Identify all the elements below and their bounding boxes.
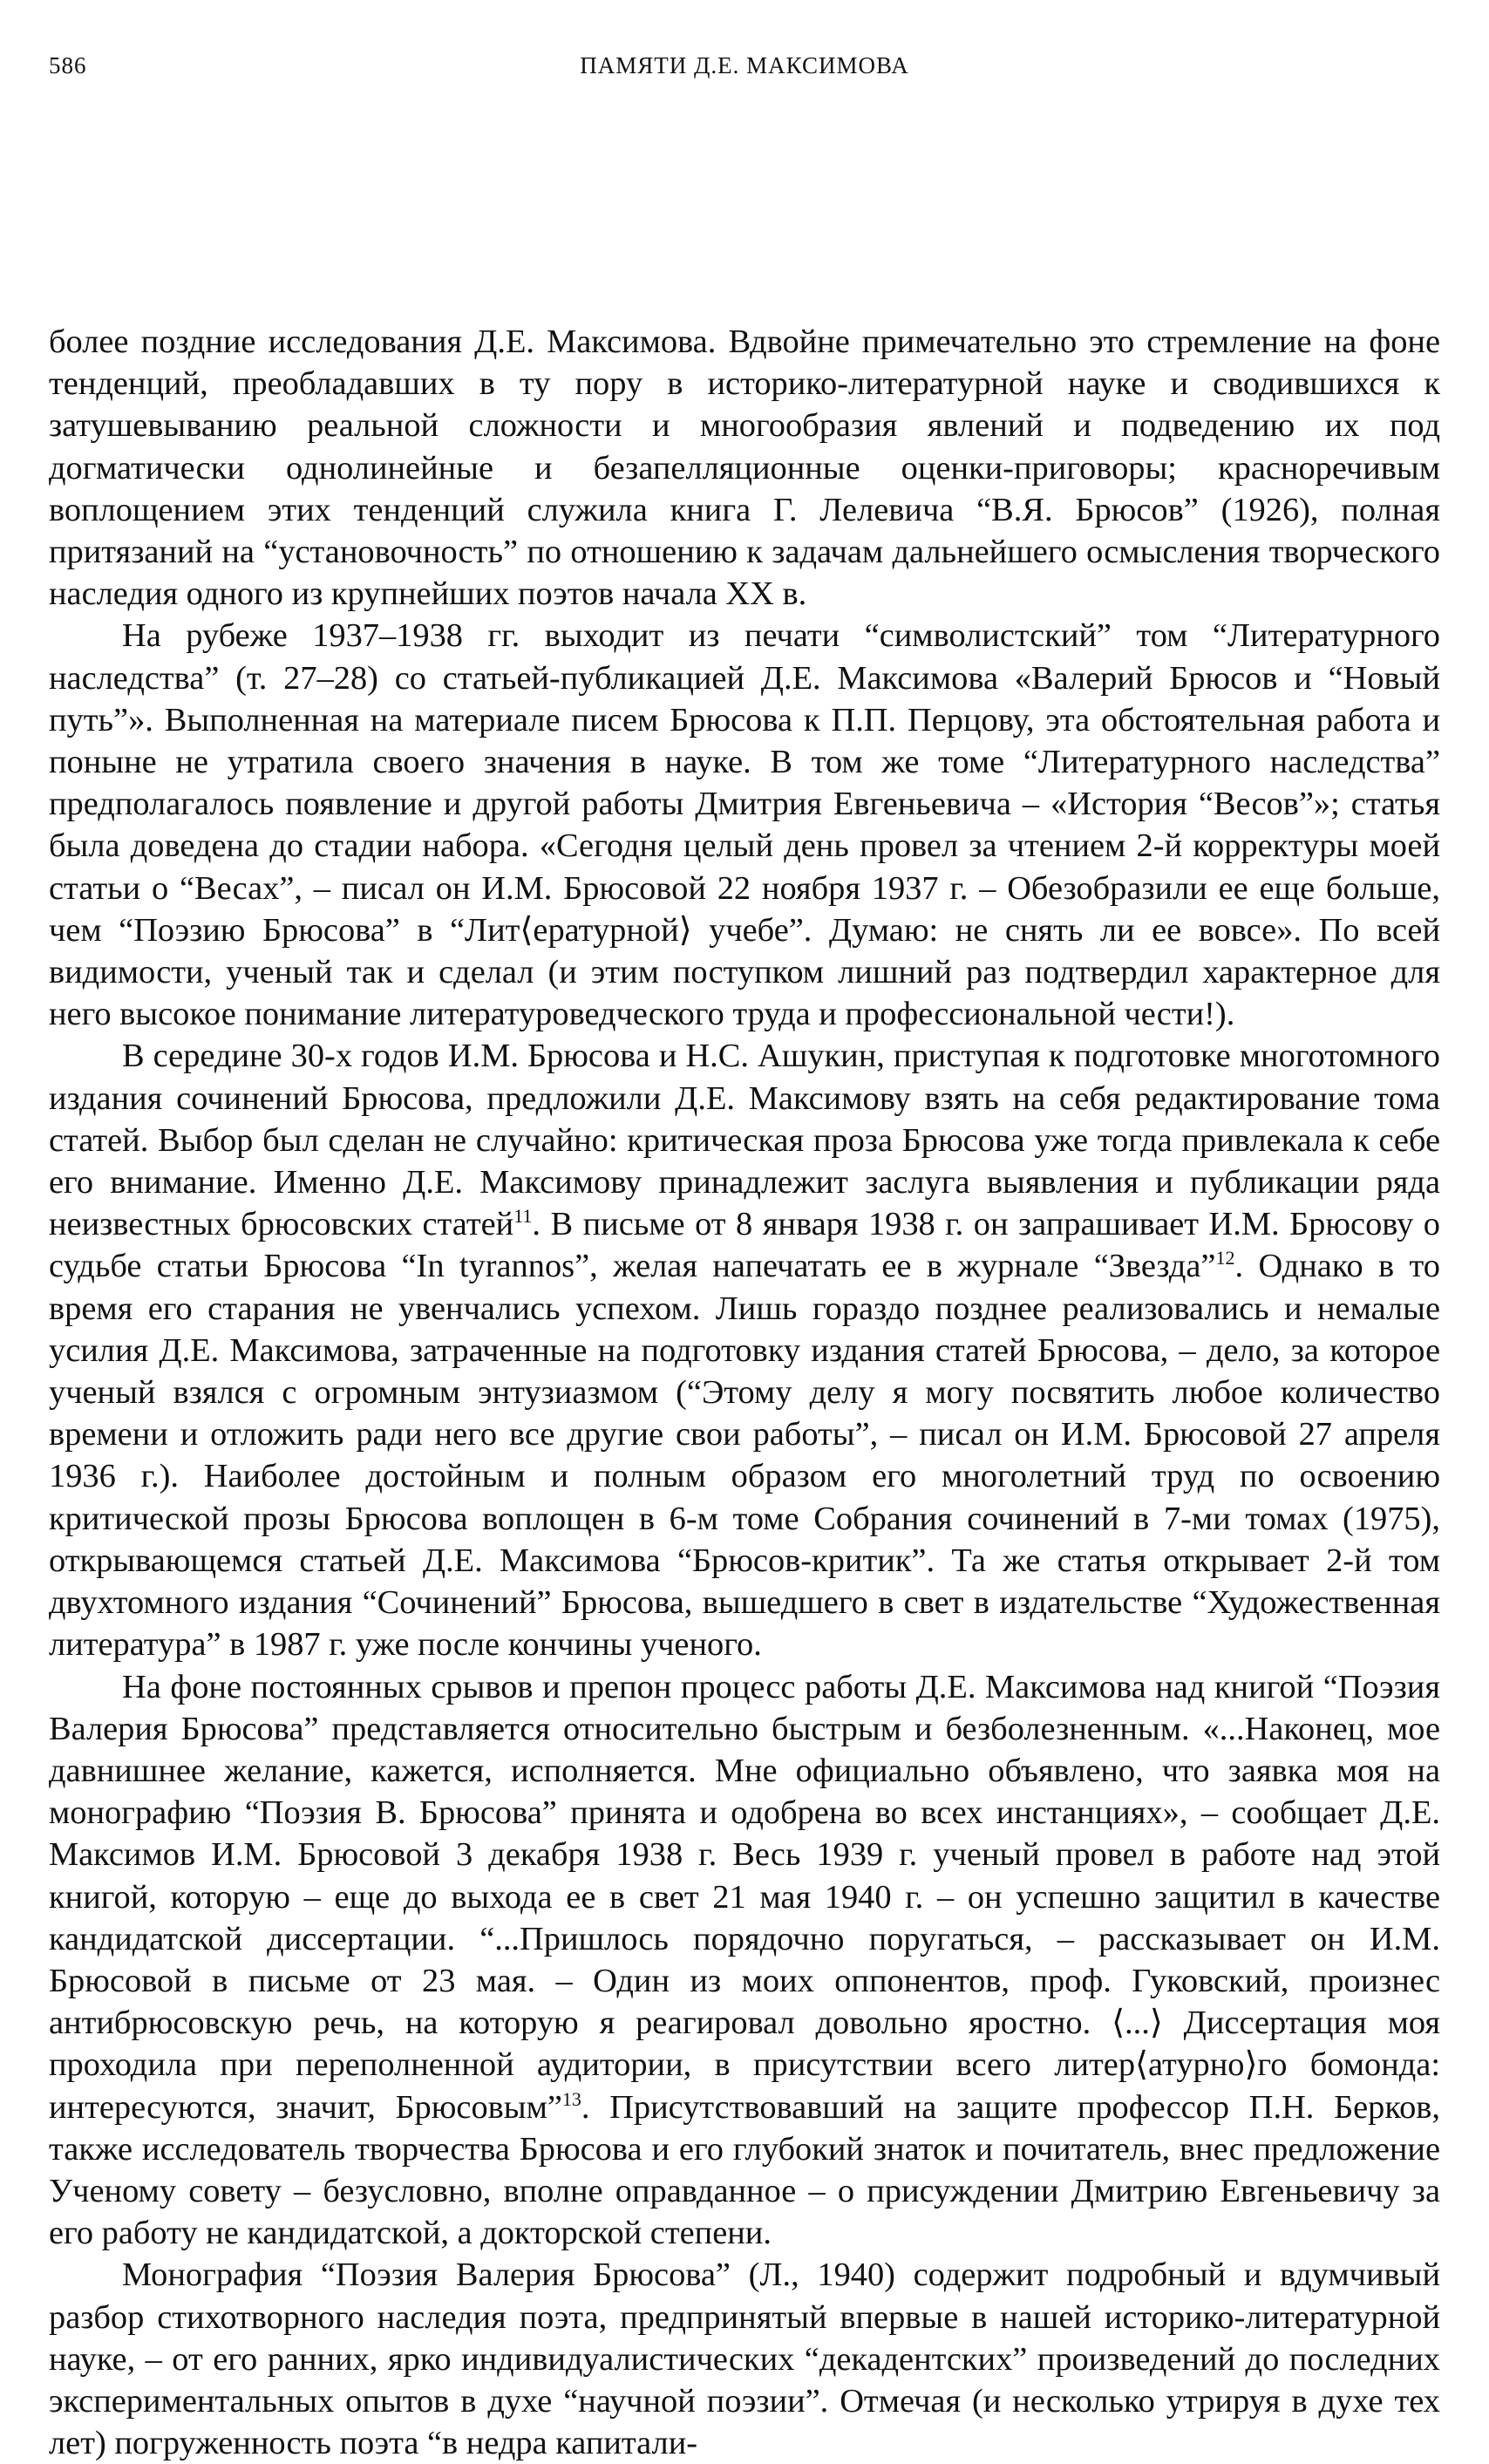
paragraph-3-text-a: В середине 30-х годов И.М. Брюсова и Н.С. Ашукин, приступая к подготовке многотомного издания сочинений Брюсова, предложили Д.Е. Максимову взять на себя редактирование тома статей. Выбор был сделан не случайно: критическая проза Брюсова уже тогда привлекала к себе его внимание. Именно Д.Е. Максимову принадлежит заслуга выявления и публикации ряда неизвестных брюсовских статей: [49, 1038, 1440, 1243]
paragraph-2: На рубеже 1937–1938 гг. выходит из печати “символистский” том “Литературного наследства” (т. 27–28) со статьей-публикацией Д.Е. Максимова «Валерий Брюсов и “Новый путь”». Выполненная на материале писем Брюсова к П.П. Перцову, эта обстоятельная работа и поныне не утратила своего значения в науке. В том же томе “Литературного наследства” предполагалось появление и другой работы Дмитрия Евгеньевича – «История “Весов”»; статья была доведена до стадии набора. «Сегодня целый день провел за чтением 2-й корректуры моей статьи о “Весах”, – писал он И.М. Брюсовой 22 ноября 1937 г. – Обезобразили ее еще больше, чем “Поэзию Брюсова” в “Лит⟨ературной⟩ учебе”. Думаю: не снять ли ее вовсе». По всей видимости, ученый так и сделал (и этим поступком лишний раз подтвердил характерное для него высокое понимание литературоведческого труда и профессиональной чести!).: [49, 617, 1440, 1033]
page-number: 586: [49, 52, 87, 78]
paragraph-3-text-c: . Однако в то время его старания не увенчались успехом. Лишь гораздо позднее реализовались и немалые усилия Д.Е. Максимова, затраченные на подготовку издания статей Брюсова, – дело, за которое ученый взялся с огромным энтузиазмом (“Этому делу я могу посвятить любое количество времени и отложить ради него все другие свои работы”, – писал он И.М. Брюсовой 27 апреля 1936 г.). Наиболее достойным и полным образом его многолетний труд по освоению критической прозы Брюсова воплощен в 6-м томе Собрания сочинений в 7-ми томах (1975), открывающемся статьей Д.Е. Максимова “Брюсов-критик”. Та же статья открывает 2-й том двухтомного издания “Сочинений” Брюсова, вышедшего в свет в издательстве “Художественная литература” в 1987 г. уже после кончины ученого.: [49, 1248, 1441, 1664]
running-title: ПАМЯТИ Д.Е. МАКСИМОВА: [580, 52, 909, 78]
footnote-ref-13: 13: [561, 2087, 581, 2110]
paragraph-3: [49, 1035, 1440, 1665]
footnote-ref-11: 11: [513, 1205, 533, 1228]
book-page: [49, 52, 1441, 2462]
running-header: [49, 52, 1440, 96]
paragraph-5: Монография “Поэзия Валерия Брюсова” (Л., 1940) содержит подробный и вдумчивый разбор стихотворного наследия поэта, предпринятый впервые в нашей историко-литературной науке, – от его ранних, ярко индивидуалистических “декадентских” произведений до последних экспериментальных опытов в духе “научной поэзии”. Отмечая (и несколько утрируя в духе тех лет) погруженность поэта “в недра капитали-: [49, 2256, 1440, 2462]
paragraph-4-text-a: На фоне постоянных срывов и препон процесс работы Д.Е. Максимова над книгой “Поэзия Валерия Брюсова” представляется относительно быстрым и безболезненным. «...Наконец, мое давнишнее желание, кажется, исполняется. Мне официально объявлено, что заявка моя на монографию “Поэзия В. Брюсова” принята и одобрена во всех инстанциях», – сообщает Д.Е. Максимов И.М. Брюсовой 3 декабря 1938 г. Весь 1939 г. ученый провел в работе над этой книгой, которую – еще до выхода ее в свет 21 мая 1940 г. – он успешно защитил в качестве кандидатской диссертации. “...Пришлось порядочно поругаться, – рассказывает он И.М. Брюсовой в письме от 23 мая. – Один из моих оппонентов, проф. Гуковский, произнес антибрюсовскую речь, на которую я реагировал довольно яростно. ⟨...⟩ Диссертация моя проходила при переполненной аудитории, в присутствии всего литер⟨атурно⟩го бомонда: интересуются, значит, Брюсовым”: [49, 1668, 1440, 2126]
paragraph-4-text-b: . Присутствовавший на защите профессор П.Н. Берков, также исследователь творчества Брюсова и его глубокий знаток и почитатель, внес предложение Ученому совету – безусловно, вполне оправданное – о присуждении Дмитрию Евгеньевичу за его работу не кандидатской, а докторской степени.: [49, 2088, 1440, 2252]
footnote-ref-12: 12: [1215, 1247, 1235, 1269]
paragraph-1: более поздние исследования Д.Е. Максимова. Вдвойне примечательно это стремление на фоне тенденций, преобладавших в ту пору в историко-литературной науке и сводившихся к затушевыванию реальной сложности и многообразия явлений и подведению их под догматически однолинейные и безапелляционные оценки-приговоры; красноречивым воплощением этих тенденций служила книга Г. Лелевича “В.Я. Брюсов” (1926), полная притязаний на “установочность” по отношению к задачам дальнейшего осмысления творческого наследия одного из крупнейших поэтов начала XX в.: [49, 323, 1440, 613]
body-text: [49, 321, 1440, 2464]
paragraph-4: [49, 1666, 1440, 2255]
paragraph-3-text-b: . В письме от 8 января 1938 г. он запрашивает И.М. Брюсову о судьбе статьи Брюсова “In tyrannos”, желая напечатать ее в журнале “Звезда”: [49, 1206, 1440, 1285]
